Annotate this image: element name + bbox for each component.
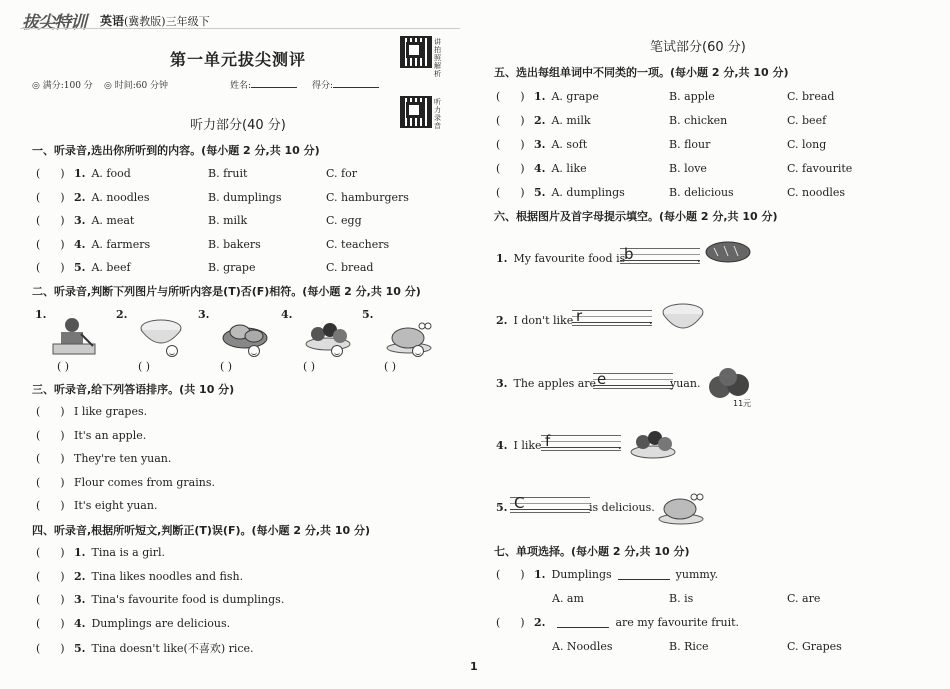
answer-text: Flour comes from grains. [74,475,215,489]
choice-row [36,261,131,274]
choice-row [496,162,587,175]
question-number: 3. [74,593,86,606]
question-number: 5. [74,641,86,655]
option-b[interactable]: B. grape [208,261,256,274]
option-a[interactable]: A. farmers [91,237,151,251]
true-false-row [36,570,243,583]
answer-blank[interactable] [36,405,74,418]
question-number: 5. [534,186,546,199]
answer-blank[interactable] [36,476,74,489]
option-b[interactable]: B. delicious [669,186,734,199]
roast-chicken-picture [384,316,434,360]
option-a[interactable]: A. beef [91,261,131,274]
smiley-face-icon [166,345,178,357]
writing-grid[interactable] [572,307,652,326]
sentence-end: . [618,439,622,452]
option-a[interactable]: A. grape [551,90,599,103]
answer-blank[interactable] [36,429,74,442]
answer-blank[interactable] [36,452,74,465]
option-c[interactable]: C. noodles [787,186,846,199]
sentence-end: yuan. [670,377,701,390]
answer-blank[interactable] [36,261,74,274]
stem-start: Dumplings [551,568,612,581]
choice-row [496,138,587,151]
question-2-title: 二、听录音,判断下列图片与所听内容是(T)否(F)相符。(每小题 2 分,共 10 分) [32,285,421,298]
question-4-title: 四、听录音,根据所听短文,判断正(T)误(F)。(每小题 2 分,共 10 分) [32,524,370,537]
question-1-title: 一、听录音,选出你所听到的内容。(每小题 2 分,共 10 分) [32,144,320,157]
writing-grid[interactable] [541,432,621,451]
name-field[interactable] [230,78,297,91]
option-a[interactable]: A. Noodles [552,640,613,653]
answer-blank[interactable] [496,90,534,103]
option-b[interactable]: B. flour [669,138,711,151]
writing-grid[interactable] [620,245,700,264]
statement-text: Dumplings are delicious. [91,616,231,630]
answer-blank[interactable] [36,191,74,204]
answer-blank[interactable] [36,617,74,630]
fill-in-row [496,439,542,452]
statement-text: Tina's favourite food is dumplings. [91,593,285,606]
answer-blank[interactable] [36,570,74,583]
full-score: ◎ 满分:100 分 [32,81,93,91]
hint-letter: f [545,432,551,450]
price-tag: 11元 [733,399,752,408]
smiley-face-icon [412,345,424,357]
question-number: 4. [74,237,86,251]
question-3-title: 三、听录音,给下列答语排序。(共 10 分) [32,383,235,396]
answer-blank[interactable] [496,186,534,199]
question-number: 2. [534,114,546,127]
question-number: 4. [534,162,546,175]
score-label: 得分: [312,81,334,91]
answer-text: They're ten yuan. [74,452,172,465]
listening-section-title: 听力部分(40 分) [190,118,286,133]
choice-row [36,238,150,251]
stem-end: yummy. [675,568,719,581]
name-blank[interactable] [251,79,297,88]
ordering-row [36,405,147,418]
option-c[interactable]: C. favourite [787,162,853,175]
header-divider [20,28,460,29]
choice-row [496,90,599,103]
ordering-row [36,476,215,489]
answer-blank[interactable] [496,568,534,581]
option-a[interactable]: A. noodles [91,190,150,204]
question-number: 5. [74,261,86,274]
question-number: 3. [74,214,86,227]
option-c[interactable]: C. are [787,592,821,605]
answer-blank[interactable] [496,138,534,151]
answer-blank[interactable]: ( ) [57,360,70,373]
true-false-row [36,546,165,559]
name-label: 姓名: [230,81,252,91]
option-b[interactable]: B. chicken [669,114,728,127]
fruit-bowl-picture [303,316,353,356]
true-false-row [36,593,284,606]
statement-text: Tina likes noodles and fish. [91,569,244,583]
page-title: 第一单元拔尖测评 [170,50,307,69]
option-c[interactable]: C. teachers [326,237,390,251]
question-number: 4. [496,439,508,452]
ordering-row [36,452,171,465]
question-number: 2. [74,190,86,204]
option-a[interactable]: A. meat [91,214,135,227]
statement-text: Tina doesn't like(不喜欢) rice. [91,642,254,655]
option-a[interactable]: A. soft [551,138,588,151]
hint-letter: b [624,245,634,263]
question-number: 3. [534,138,546,151]
qr-label-explain: 讲拍照解析 [434,38,441,78]
answer-blank[interactable] [36,642,74,655]
ordering-row [36,429,146,442]
rice-bowl-picture [660,300,706,342]
fill-in-row [496,377,596,390]
farmer-picture [51,312,97,360]
roast-chicken-picture [656,487,706,531]
multiple-choice-stem [496,568,718,581]
answer-blank[interactable] [36,593,74,606]
option-c[interactable]: C. egg [326,214,362,227]
written-section-title: 笔试部分(60 分) [650,40,746,55]
answer-blank[interactable] [36,499,74,512]
answer-blank[interactable]: ( ) [138,360,151,373]
question-number: 2. [534,616,546,629]
option-b[interactable]: B. dumplings [208,190,282,204]
answer-text: It's eight yuan. [74,499,158,512]
ordering-row [36,499,157,512]
smiley-face-icon [248,345,260,357]
picture-number: 3. [198,308,210,321]
stem-blank[interactable] [618,570,670,580]
question-number: 3. [496,377,508,390]
statement-text: Tina is a girl. [91,546,166,559]
multiple-choice-stem [496,616,739,629]
answer-blank[interactable] [496,162,534,175]
option-c[interactable]: C. hamburgers [326,190,409,204]
option-c[interactable]: C. bread [787,90,835,103]
answer-blank[interactable] [36,167,74,180]
answer-blank[interactable] [36,546,74,559]
brand-logo: 拔尖特训 [22,13,86,33]
option-c[interactable]: C. for [326,167,357,180]
option-a[interactable]: A. milk [551,114,591,127]
option-a[interactable]: A. like [551,162,587,175]
hint-letter: C [514,494,525,512]
answer-blank[interactable] [496,114,534,127]
option-c[interactable]: C. beef [787,114,827,127]
picture-number: 4. [281,308,293,321]
option-b[interactable]: B. milk [208,214,248,227]
answer-blank[interactable]: ( ) [303,360,316,373]
choice-row [496,186,625,199]
answer-blank[interactable] [36,238,74,251]
stem-end: are my favourite fruit. [615,616,740,629]
question-number: 1. [496,252,508,265]
smiley-face-icon [331,345,343,357]
true-false-row [36,617,230,630]
choice-row [36,214,134,227]
sentence-start: The apples are [513,377,597,390]
option-b[interactable]: B. bakers [208,237,261,251]
option-b[interactable]: B. love [669,162,707,175]
sentence-start: My favourite food is [513,252,626,265]
subject-label: 英语 [100,14,125,28]
fill-in-row [496,314,573,327]
option-b[interactable]: B. is [669,592,694,605]
picture-number: 2. [116,308,128,321]
option-a[interactable]: A. dumplings [551,186,625,199]
answer-text: It's an apple. [74,428,147,442]
bread-picture [704,238,752,268]
hint-letter: e [597,370,607,388]
picture-number: 1. [35,308,47,321]
qr-label-audio: 听力录音 [434,98,441,130]
choice-row [36,167,131,180]
question-number: 2. [496,314,508,327]
option-a[interactable]: A. am [552,592,584,605]
question-7-title: 七、单项选择。(每小题 2 分,共 10 分) [494,545,690,558]
choice-row [36,191,149,204]
score-field[interactable] [312,78,379,91]
sentence-start: I like [513,439,542,452]
sentence-end: . [697,252,701,265]
picture-number: 5. [362,308,374,321]
stem-blank[interactable] [557,618,609,628]
score-blank[interactable] [333,79,379,88]
option-b[interactable]: B. Rice [669,640,709,653]
option-c[interactable]: C. bread [326,261,374,274]
hint-letter: r [576,307,583,325]
option-b[interactable]: B. apple [669,90,715,103]
sentence-end: . [649,314,653,327]
question-6-title: 六、根据图片及首字母提示填空。(每小题 2 分,共 10 分) [494,210,778,223]
answer-blank[interactable] [36,214,74,227]
answer-text: I like grapes. [74,405,148,418]
time-limit: ◎ 时间:60 分钟 [104,81,169,91]
writing-grid[interactable] [510,494,590,513]
answer-blank[interactable]: ( ) [220,360,233,373]
choice-row [496,114,591,127]
question-5-title: 五、选出每组单词中不同类的一项。(每小题 2 分,共 10 分) [494,66,789,79]
question-number: 1. [74,546,86,559]
sentence-start: I don't like [513,314,574,327]
question-number: 5. [496,501,508,514]
sentence-end: is delicious. [589,501,655,514]
answer-blank[interactable]: ( ) [384,360,397,373]
option-a[interactable]: A. food [91,167,131,180]
answer-blank[interactable] [496,616,534,629]
question-number: 2. [74,569,86,583]
qr-code-explain[interactable] [400,36,432,68]
grade-label: (冀教版)三年级下 [124,15,210,28]
fill-in-row [496,252,625,265]
option-c[interactable]: C. long [787,138,827,151]
writing-grid[interactable] [593,370,673,389]
option-b[interactable]: B. fruit [208,167,248,180]
question-number: 1. [534,568,546,581]
series-label [100,12,210,29]
question-number: 1. [74,167,86,180]
qr-code-audio[interactable] [400,96,432,128]
option-c[interactable]: C. Grapes [787,640,842,653]
fruit-bowl-picture [628,425,678,463]
true-false-row [36,640,254,656]
question-number: 1. [534,90,546,103]
page-number: 1 [470,660,478,673]
meat-picture [220,316,270,356]
question-number: 4. [74,616,86,630]
